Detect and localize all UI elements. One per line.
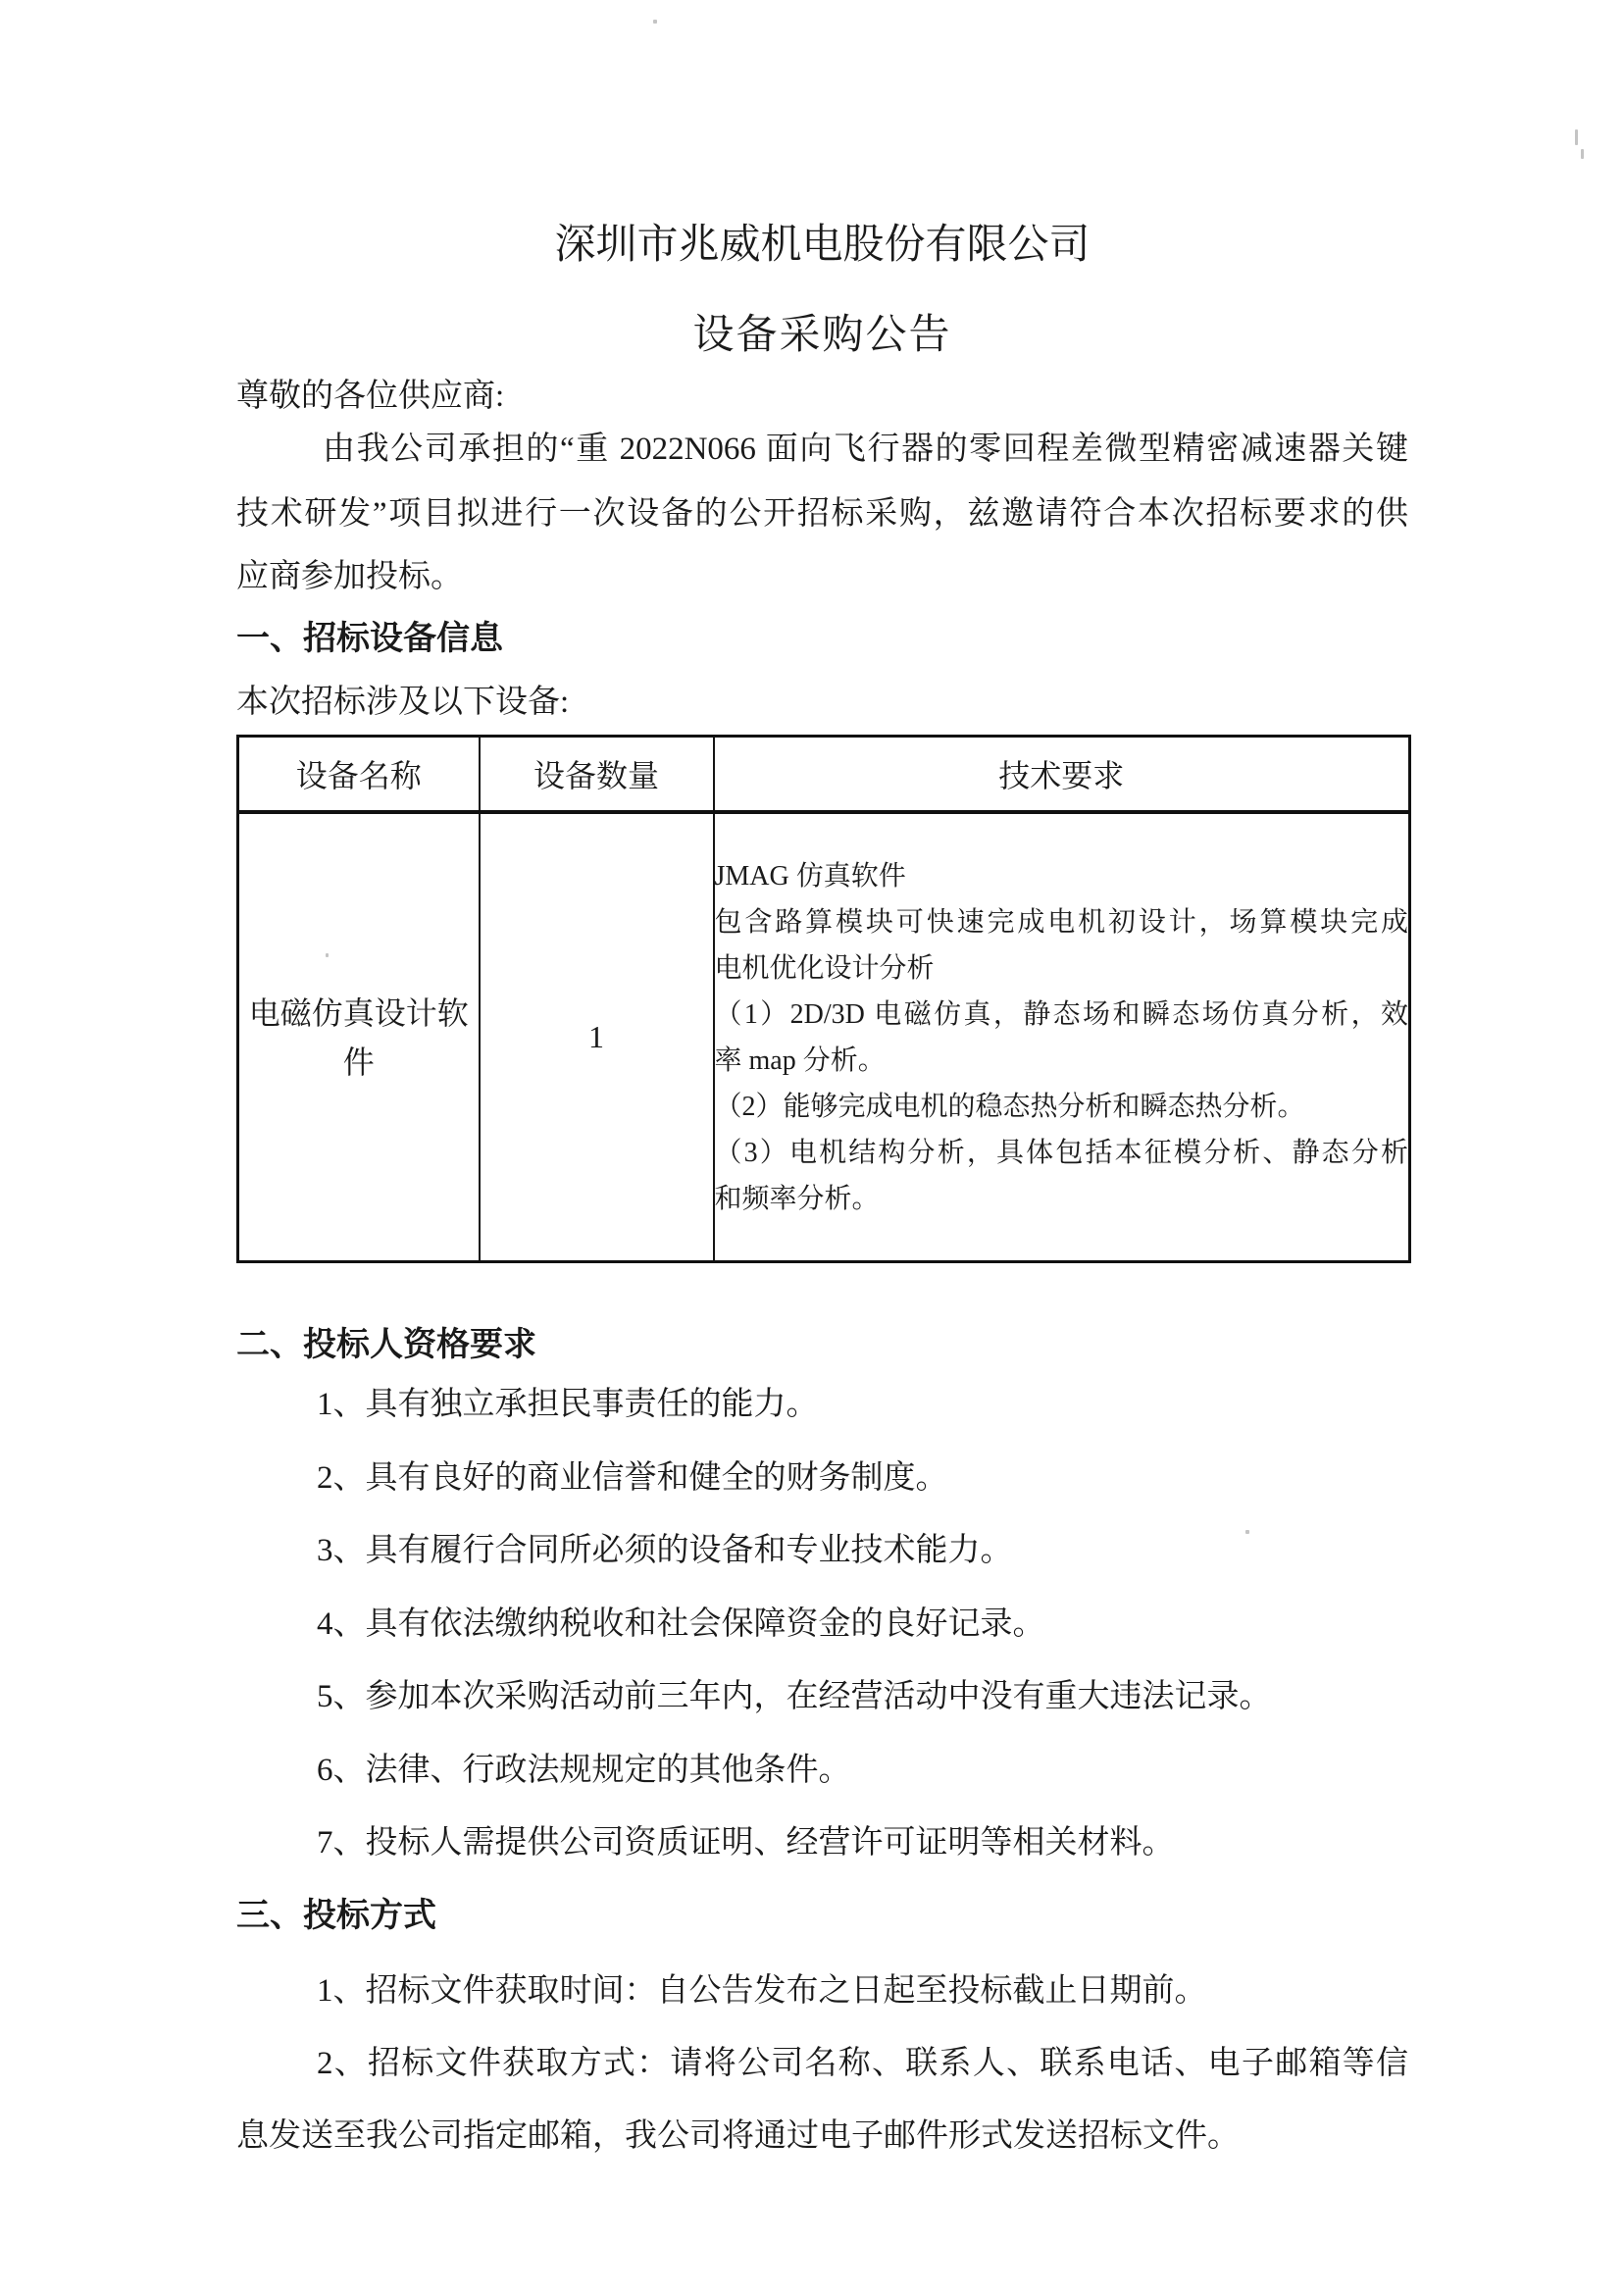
intro-line-3: 应商参加投标。	[236, 559, 463, 594]
scan-artifact	[1245, 1530, 1249, 1534]
document-subtitle: 设备采购公告	[692, 313, 952, 358]
technical-requirements-cell	[714, 812, 1410, 1262]
requirement-line-7: （3）电机结构分析，具体包括本征模分析、静态分析	[714, 1137, 1408, 1168]
section2-heading: 二、投标人资格要求	[236, 1327, 536, 1363]
salutation: 尊敬的各位供应商:	[236, 379, 505, 414]
table-header-row	[238, 737, 1410, 813]
requirement-line-2: 包含路算模块可快速完成电机初设计，场算模块完成	[714, 906, 1408, 938]
qualification-item-4: 4、具有依法缴纳税收和社会保障资金的良好记录。	[317, 1606, 1045, 1642]
bidding-method-item-2-line-1: 2、招标文件获取方式：请将公司名称、联系人、联系电话、电子邮箱等信	[317, 2046, 1408, 2081]
intro-line-2: 技术研发”项目拟进行一次设备的公开招标采购，兹邀请符合本次招标要求的供	[236, 496, 1408, 532]
requirement-line-4: （1）2D/3D 电磁仿真，静态场和瞬态场仿真分析，效	[714, 998, 1408, 1030]
bidding-method-item-1: 1、招标文件获取时间：自公告发布之日起至投标截止日期前。	[317, 1973, 1207, 2009]
qualification-item-5: 5、参加本次采购活动前三年内，在经营活动中没有重大违法记录。	[317, 1679, 1272, 1714]
requirement-line-3: 电机优化设计分析	[714, 952, 935, 984]
requirement-line-6: （2）能够完成电机的稳态热分析和瞬态热分析。	[714, 1091, 1305, 1122]
col-header-technical-requirements: 技术要求	[714, 737, 1410, 813]
device-name-cell	[238, 812, 480, 1262]
qualification-item-6: 6、法律、行政法规规定的其他条件。	[317, 1752, 851, 1788]
intro-line-1: 由我公司承担的“重 2022N066 面向飞行器的零回程差微型精密减速器关键	[323, 432, 1408, 467]
device-quantity-cell: 1	[480, 812, 714, 1262]
document-title: 深圳市兆威机电股份有限公司	[554, 223, 1091, 268]
col-header-device-quantity: 设备数量	[480, 737, 714, 813]
requirement-line-8: 和频率分析。	[714, 1183, 880, 1214]
qualification-item-1: 1、具有独立承担民事责任的能力。	[317, 1387, 819, 1422]
scan-artifact	[653, 20, 657, 24]
bidding-method-item-2-line-2: 息发送至我公司指定邮箱，我公司将通过电子邮件形式发送招标文件。	[236, 2118, 1240, 2154]
requirement-line-5: 率 map 分析。	[714, 1045, 886, 1076]
scan-artifact	[326, 953, 329, 957]
table-row	[238, 812, 1410, 1262]
qualification-item-7: 7、投标人需提供公司资质证明、经营许可证明等相关材料。	[317, 1825, 1175, 1861]
qualification-list	[236, 1387, 1408, 1899]
device-name-line-1: 电磁仿真设计软	[248, 994, 469, 1031]
scan-artifact	[1581, 149, 1584, 159]
col-header-device-name: 设备名称	[238, 737, 480, 813]
scan-artifact	[1575, 129, 1578, 145]
device-name-line-2: 件	[342, 1044, 375, 1080]
section1-heading: 一、招标设备信息	[236, 621, 503, 657]
requirement-line-1: JMAG 仿真软件	[714, 860, 906, 892]
equipment-table	[236, 735, 1411, 1263]
table-lead-text: 本次招标涉及以下设备:	[236, 685, 570, 720]
qualification-item-3: 3、具有履行合同所必须的设备和专业技术能力。	[317, 1533, 1013, 1568]
section3-heading: 三、投标方式	[236, 1898, 436, 1934]
qualification-item-2: 2、具有良好的商业信誉和健全的财务制度。	[317, 1459, 948, 1496]
